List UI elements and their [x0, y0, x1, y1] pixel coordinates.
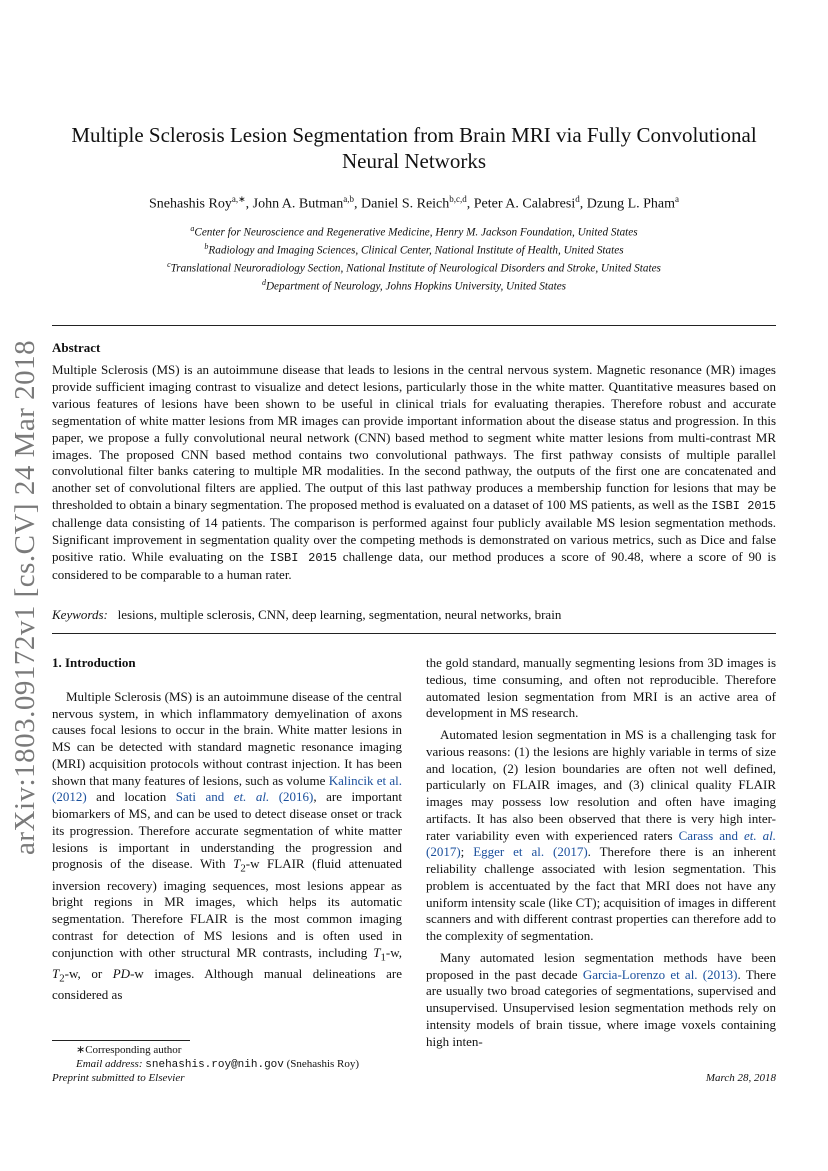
keywords-label: Keywords: [52, 607, 108, 622]
corresponding-author: ∗Corresponding author [76, 1044, 182, 1056]
abstract-body: Multiple Sclerosis (MS) is an autoimmune disease that leads to lesions in the central nervous system. Magnetic resonance (MR) images provide sufficient imaging contrast to visualize and detect lesions, particularly those in the white matter. Quantitative measures based on various features of lesions have been shown to be useful in clinical trials for evaluating therapies. Therefore robust and accurate segmentation of white matter lesions from MR images can provide important information about the disease status and progression. In this paper, we propose a fully convolutional neural network (CNN) based method to segment white matter lesions from multi-contrast MR images. The proposed CNN based method contains two convolutional pathways. The first pathway consists of multiple parallel convolutional filter banks catering to multiple MR modalities. In the second pathway, the outputs of the first one are concatenated and another set of convolutional filters are applied. The output of this last pathway produces a membership function for lesions that may be thresholded to obtain a binary segmentation. The proposed method is evaluated on a dataset of 100 MS patients, as well as the ISBI 2015 challenge data consisting of 14 patients. The comparison is performed against four publicly available MS lesion segmentation methods. Significant improvement in segmentation quality over the competing methods is demonstrated on various metrics, such as Dice and false positive ratio. While evaluating on the ISBI 2015 challenge data, our method produces a score of 90.48, where a score of 90 is considered to be comparable to a human rater. [52, 362, 777, 582]
author-name: Snehashis Roy [148, 196, 232, 212]
isbi-code: ISBI 2015 [711, 499, 777, 514]
abstract-bottom-rule [52, 633, 776, 634]
intro-paragraph-3: Many automated lesion segmentation methods have been proposed in the past decade Garcia-Lorenzo et al. (2013). There are usually two broad categories of segmentations, supervised and unsupervised. Unsupervised lesion segmentation methods rely on intensity models of brain tissue, where image voxels containing high inten- [426, 949, 777, 1049]
arxiv-stamp [0, 0, 52, 1171]
email-line: Email address: snehashis.roy@nih.gov (Snehashis Roy) [76, 1058, 360, 1071]
author-name: John A. Butman [252, 196, 344, 212]
title-line-2: Neural Networks [341, 149, 487, 173]
footnote-rule [52, 1040, 190, 1041]
keywords [52, 607, 561, 623]
section-heading: 1. Introduction [52, 655, 136, 670]
citation-link[interactable]: Kalincik et al. (2012) [52, 772, 402, 805]
right-column [426, 655, 776, 1050]
author-sup: a [675, 194, 680, 204]
author-sup: d [575, 194, 580, 204]
title-line-1: Multiple Sclerosis Lesion Segmentation from Brain MRI via Fully Convolutional [71, 123, 757, 147]
footer-preprint: Preprint submitted to Elsevier [52, 1072, 185, 1084]
author-sup: a,∗ [231, 194, 246, 204]
footnote [52, 1043, 402, 1072]
footer-date: March 28, 2018 [705, 1072, 776, 1084]
intro-paragraph-1-cont: the gold standard, manually segmenting lesions from 3D images is tedious, time consuming, and often not reproducible. Therefore automated lesion segmentation from MRI is an active area of development in MS research. [426, 655, 776, 721]
author-name: Peter A. Calabresi [473, 196, 576, 212]
left-column [52, 655, 402, 1004]
citation-link[interactable]: Egger et al. (2017) [473, 844, 588, 860]
email-address[interactable]: snehashis.roy@nih.gov [145, 1059, 284, 1071]
citation-link[interactable]: Garcia-Lorenzo et al. (2013) [582, 966, 738, 982]
affiliation-list [60, 222, 768, 295]
abstract-heading: Abstract [52, 340, 101, 355]
affiliation: $^b$Radiology and Imaging Sciences, Clinical Center, National Institute of Health, United States [204, 242, 624, 257]
affiliation: $^d$Department of Neurology, Johns Hopkins University, United States [261, 278, 567, 294]
affiliation: $^a$Center for Neuroscience and Regenerative Medicine, Henry M. Jackson Foundation, United States [190, 224, 638, 239]
author-name: Dzung L. Pham [586, 196, 676, 212]
paper-title [60, 122, 768, 174]
author-list: Snehashis Roy$^{a,∗}$, John A. Butman$^{a,b}$, Daniel S. Reich$^{b,c,d}$, Peter A. Calabresi$^d$, Dzung L. Pham$^a$ [148, 194, 680, 212]
intro-paragraph-1: Multiple Sclerosis (MS) is an autoimmune disease of the central nervous system, in which inflammatory demyelination of axons causes focal lesions to occur in the brain. White matter lesions in MS can be detected with standard magnetic resonance imaging (MRI) acquisition protocols without contrast injection. It has been shown that many features of lesions, such as volume Kalincik et al. (2012) and location Sati and et. al. (2016), are important biomarkers of MS, and can be used to detect disease onset or track its progression. Therefore accurate segmentation of white matter lesions is important in understanding the progression and prognosis of the disease. With $T_2-w$ FLAIR (fluid attenuated inversion recovery) imaging sequences, most lesions appear as bright regions in MR images, which helps its automatic segmentation. Therefore FLAIR is the most common imaging contrast for detection of MS lesions and is often used in conjunction with other structural MR contrasts, including $T_1-w$, $T_2-w$, or PD-w images. Although manual delineations are considered as [52, 688, 403, 1003]
isbi-code: ISBI 2015 [269, 550, 337, 565]
citation-link[interactable]: Carass and et. al. (2017) [426, 827, 776, 860]
affiliation: $^c$Translational Neuroradiology Section, National Institute of Neurological Disorders and Stroke, United States [167, 260, 661, 276]
citation-link[interactable]: Sati and et. al. (2016) [175, 789, 314, 805]
abstract-top-rule [52, 325, 776, 326]
keywords-list: lesions, multiple sclerosis, CNN, deep learning, segmentation, neural networks, brain [117, 607, 562, 622]
arxiv-stamp-text: arXiv:1803.09172v1 [cs.CV] 24 Mar 2018 [9, 339, 41, 855]
intro-paragraph-2: Automated lesion segmentation in MS is a challenging task for various reasons: (1) the lesions are highly variable in terms of size and location, (2) lesion boundaries are often not well defined, particularly on FLAIR images, and (3) clinical quality FLAIR images may possess low resolution and often have imaging artifacts. It has also been observed that there is very high inter-rater variability even with experienced raters Carass and et. al. (2017); Egger et al. (2017). Therefore there is an inherent reliability challenge associated with lesion segmentation. This problem is accentuated by the fact that MRI does not have any uniform intensity scale (like CT); acquisition of images in different scanners and with different contrast properties can therefore add to the complexity of segmentation. [426, 727, 776, 943]
author-name: Daniel S. Reich [361, 196, 450, 212]
author-sup: b,c,d [449, 194, 467, 204]
author-sup: a,b [343, 194, 354, 204]
